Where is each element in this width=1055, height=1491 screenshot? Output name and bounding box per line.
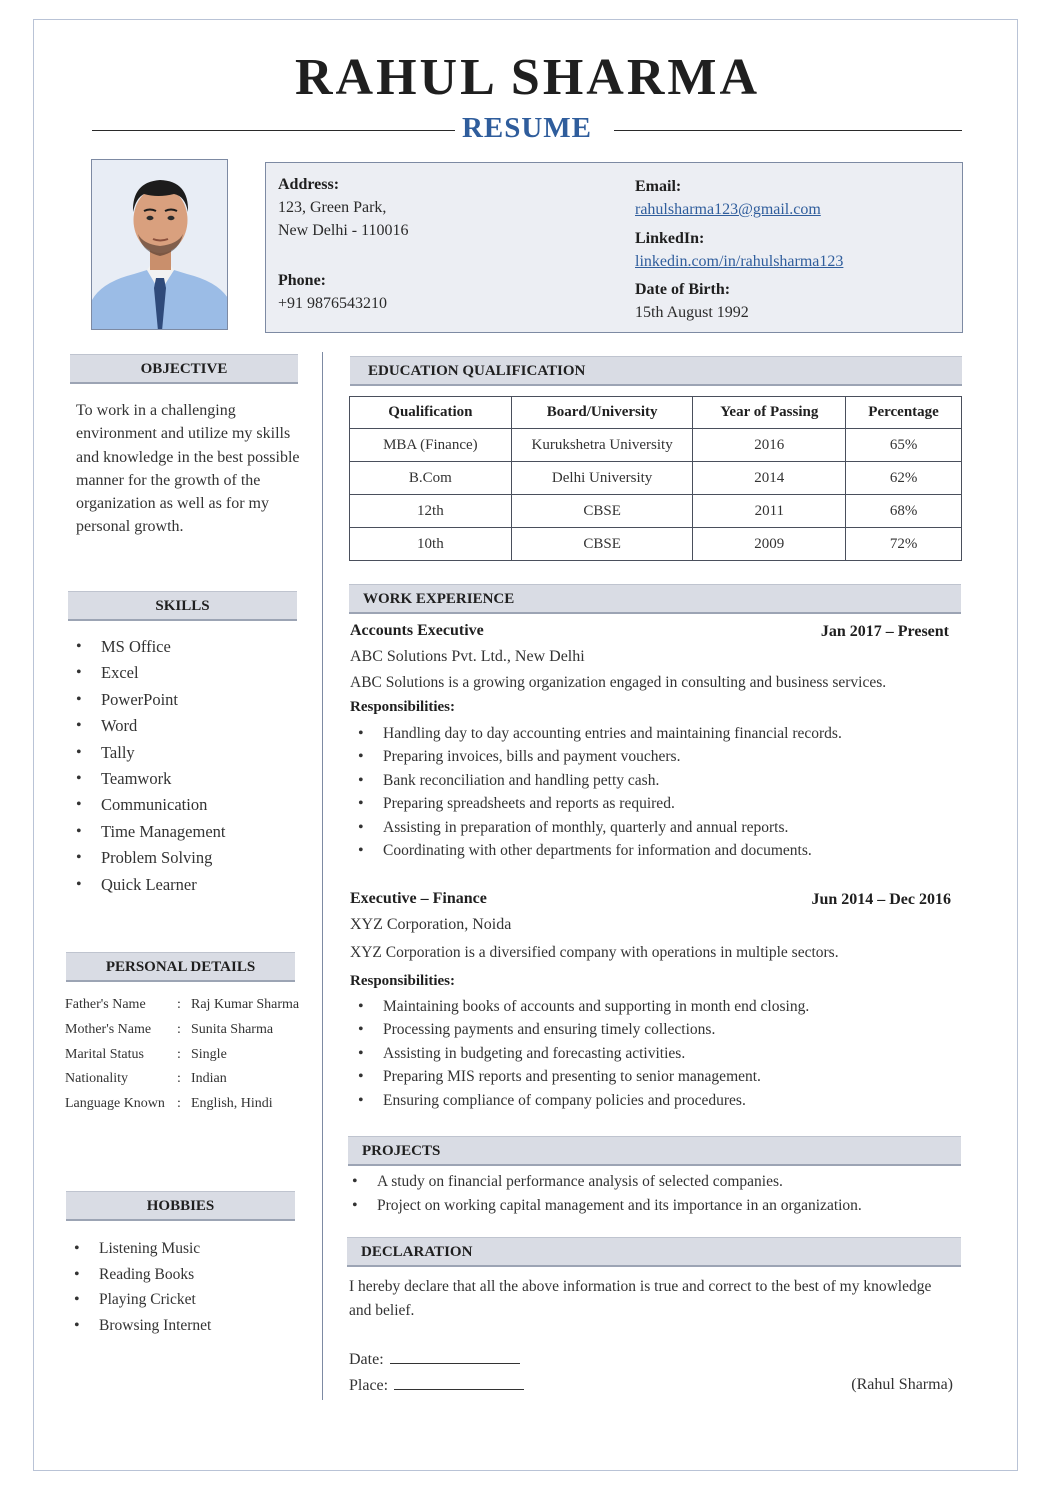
table-row — [350, 462, 962, 495]
portrait-illustration — [92, 160, 228, 330]
skill-item: • Communication — [70, 792, 300, 818]
address-line-1: 123, Green Park, — [278, 199, 387, 216]
date-label: Date: — [349, 1351, 384, 1368]
education-heading: EDUCATION QUALIFICATION — [350, 356, 962, 386]
hobbies-heading: HOBBIES — [66, 1191, 295, 1221]
skill-item: • Word — [70, 713, 300, 739]
dob-value: 15th August 1992 — [635, 304, 749, 321]
job-2-responsibility-item: • Assisting in budgeting and forecasting activities. — [352, 1042, 962, 1065]
skills-heading: SKILLS — [68, 591, 297, 621]
signature-name: (Rahul Sharma) — [851, 1376, 953, 1393]
table-cell: Delhi University — [511, 462, 693, 495]
table-cell: 12th — [350, 495, 512, 528]
job-1-responsibilities-label: Responsibilities: — [350, 699, 456, 715]
projects-heading: PROJECTS — [348, 1136, 961, 1166]
personal-detail-colon: : — [177, 1021, 181, 1037]
column-divider — [322, 352, 323, 1400]
personal-detail-label: Nationality — [65, 1071, 128, 1087]
personal-detail-label: Language Known — [65, 1096, 165, 1112]
personal-detail-colon: : — [177, 1096, 181, 1112]
job-1-responsibility-item: • Handling day to day accounting entries and maintaining financial records. — [352, 722, 962, 745]
hobby-item: • Playing Cricket — [68, 1287, 298, 1313]
phone-label: Phone: — [278, 272, 326, 289]
contact-info-box — [265, 162, 963, 333]
job-1-description: ABC Solutions is a growing organization engaged in consulting and business services. — [350, 674, 887, 691]
declaration-heading: DECLARATION — [347, 1237, 961, 1267]
table-cell: 10th — [350, 528, 512, 561]
job-2-responsibilities — [352, 995, 962, 1112]
job-2-description: XYZ Corporation is a diversified company with operations in multiple sectors. — [350, 944, 839, 961]
job-1-responsibility-item: • Preparing spreadsheets and reports as required. — [352, 792, 962, 815]
hobby-item: • Browsing Internet — [68, 1313, 298, 1339]
job-2-title: Executive – Finance — [350, 890, 487, 907]
table-cell: 68% — [846, 495, 962, 528]
candidate-name: RAHUL SHARMA — [294, 49, 761, 106]
table-cell: 2009 — [693, 528, 846, 561]
objective-text: To work in a challenging environment and utilize my skills and knowledge in the best possible manner for the growth of the organization as well as for my personal growth. — [76, 402, 300, 536]
job-2-responsibility-item: • Maintaining books of accounts and supporting in month end closing. — [352, 995, 962, 1018]
table-row — [350, 429, 962, 462]
table-cell: MBA (Finance) — [350, 429, 512, 462]
email-link[interactable]: rahulsharma123@gmail.com — [635, 201, 821, 218]
job-2-dates: Jun 2014 – Dec 2016 — [811, 891, 951, 908]
address-label: Address: — [278, 176, 340, 193]
job-1-responsibilities — [352, 722, 962, 862]
personal-detail-value: English, Hindi — [191, 1096, 273, 1112]
personal-detail-value: Indian — [191, 1071, 227, 1087]
linkedin-link[interactable]: linkedin.com/in/rahulsharma123 — [635, 253, 844, 270]
phone-value: +91 9876543210 — [278, 295, 388, 312]
profile-photo — [91, 159, 228, 330]
job-2-responsibility-item: • Processing payments and ensuring timely collections. — [352, 1018, 962, 1041]
address-block — [278, 173, 409, 242]
job-2-company: XYZ Corporation, Noida — [350, 916, 512, 933]
skills-list — [70, 634, 300, 898]
date-blank-line — [390, 1350, 520, 1364]
table-cell: CBSE — [511, 528, 693, 561]
date-field — [349, 1350, 520, 1369]
email-label: Email: — [635, 178, 682, 195]
skill-item: • MS Office — [70, 634, 300, 660]
table-cell: 2014 — [693, 462, 846, 495]
hobby-item: • Reading Books — [68, 1262, 298, 1288]
table-cell: 2011 — [693, 495, 846, 528]
education-column-header: Board/University — [511, 397, 693, 429]
skill-item: • Excel — [70, 660, 300, 686]
table-cell: Kurukshetra University — [511, 429, 693, 462]
personal-detail-value: Single — [191, 1046, 227, 1062]
education-column-header: Qualification — [350, 397, 512, 429]
resume-title-row — [92, 112, 962, 148]
table-cell: 62% — [846, 462, 962, 495]
personal-detail-label: Mother's Name — [65, 1021, 152, 1037]
table-cell: B.Com — [350, 462, 512, 495]
linkedin-label: LinkedIn: — [635, 230, 705, 247]
skill-item: • Teamwork — [70, 766, 300, 792]
personal-details-heading: PERSONAL DETAILS — [66, 952, 295, 982]
education-table — [349, 396, 962, 561]
skill-item: • Time Management — [70, 819, 300, 845]
skill-item: • Tally — [70, 740, 300, 766]
personal-detail-colon: : — [177, 1046, 181, 1062]
place-field — [349, 1376, 524, 1395]
table-cell: 2016 — [693, 429, 846, 462]
job-1-company: ABC Solutions Pvt. Ltd., New Delhi — [350, 648, 585, 665]
job-1-dates: Jan 2017 – Present — [820, 623, 949, 640]
education-column-header: Percentage — [846, 397, 962, 429]
phone-block — [278, 269, 387, 315]
job-1-responsibility-item: • Assisting in preparation of monthly, quarterly and annual reports. — [352, 816, 962, 839]
email-block — [635, 175, 821, 221]
skill-item: • Problem Solving — [70, 845, 300, 871]
title-rule-right — [614, 130, 962, 131]
hobbies-list — [68, 1236, 298, 1338]
job-2-responsibility-item: • Ensuring compliance of company policies and procedures. — [352, 1089, 962, 1112]
objective-heading: OBJECTIVE — [70, 354, 298, 384]
skill-item: • Quick Learner — [70, 872, 300, 898]
work-experience-heading: WORK EXPERIENCE — [349, 584, 961, 614]
education-table-header — [350, 397, 962, 429]
table-cell: 72% — [846, 528, 962, 561]
table-cell: 65% — [846, 429, 962, 462]
personal-detail-colon: : — [177, 997, 181, 1012]
project-item: • Project on working capital management and its importance in an organization. — [346, 1194, 961, 1218]
table-row — [350, 495, 962, 528]
job-2-responsibility-item: • Preparing MIS reports and presenting to senior management. — [352, 1065, 962, 1088]
place-label: Place: — [349, 1377, 389, 1394]
job-1-title: Accounts Executive — [350, 622, 484, 639]
personal-detail-value: Raj Kumar Sharma — [191, 997, 300, 1012]
job-1-responsibility-item: • Preparing invoices, bills and payment vouchers. — [352, 745, 962, 768]
dob-block — [635, 278, 749, 324]
place-blank-line — [394, 1376, 524, 1390]
projects-list — [346, 1170, 961, 1218]
table-cell: CBSE — [511, 495, 693, 528]
table-row — [350, 528, 962, 561]
linkedin-block — [635, 227, 843, 273]
education-table-body — [350, 429, 962, 561]
job-1-responsibility-item: • Coordinating with other departments for information and documents. — [352, 839, 962, 862]
personal-detail-label: Father's Name — [65, 997, 146, 1012]
education-column-header: Year of Passing — [693, 397, 846, 429]
skill-item: • PowerPoint — [70, 687, 300, 713]
personal-detail-value: Sunita Sharma — [191, 1021, 274, 1037]
declaration-text: I hereby declare that all the above information is true and correct to the best of my knowledge and belief. — [349, 1278, 932, 1319]
resume-subtitle: RESUME — [461, 112, 593, 144]
dob-label: Date of Birth: — [635, 281, 731, 298]
hobby-item: • Listening Music — [68, 1236, 298, 1262]
address-line-2: New Delhi - 110016 — [278, 222, 409, 239]
project-item: • A study on financial performance analysis of selected companies. — [346, 1170, 961, 1194]
job-1-responsibility-item: • Bank reconciliation and handling petty cash. — [352, 769, 962, 792]
job-2-responsibilities-label: Responsibilities: — [350, 973, 456, 989]
personal-detail-label: Marital Status — [65, 1046, 144, 1062]
personal-detail-colon: : — [177, 1071, 181, 1087]
